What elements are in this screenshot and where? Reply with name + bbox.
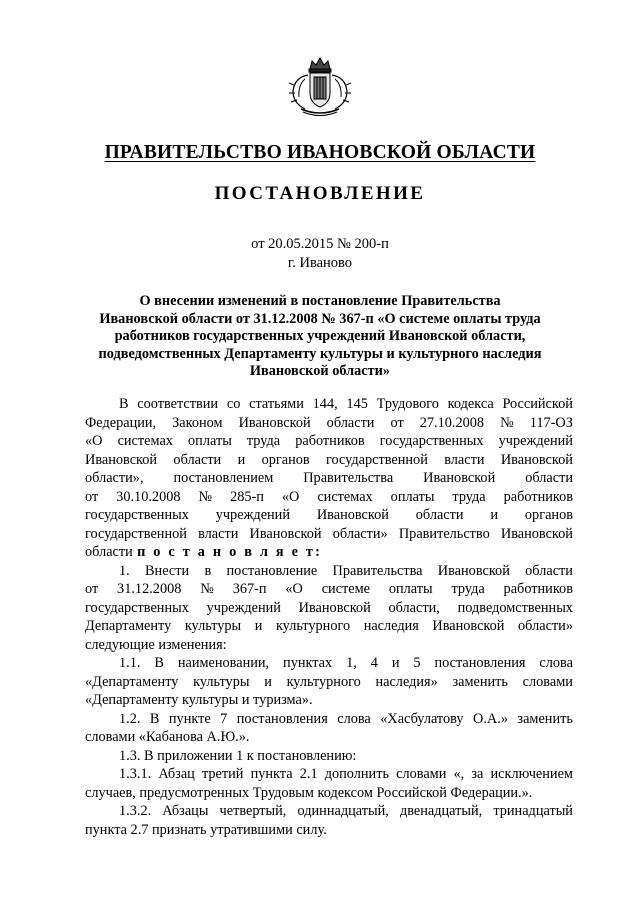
body-word: за — [471, 766, 484, 782]
body-word: 2.1 — [299, 766, 318, 782]
body-word: 4 — [370, 655, 378, 671]
body-word: № — [198, 488, 213, 505]
body-word: области», — [85, 470, 144, 486]
body-word: и — [391, 655, 400, 671]
body-word: и — [490, 507, 499, 523]
body-word: Ивановской — [423, 470, 496, 486]
body-word: культуры — [193, 673, 250, 690]
body-word: культурного — [286, 673, 361, 690]
body-line — [85, 617, 573, 636]
body-line — [85, 599, 573, 618]
body-word: труда — [452, 488, 486, 505]
body-line — [85, 543, 573, 562]
body-word: 1.3.1. — [119, 766, 152, 782]
body-line — [85, 765, 573, 784]
body-word: «Департаменту — [85, 673, 179, 690]
document-subject — [80, 293, 560, 381]
body-word: 5 — [413, 655, 421, 671]
body-word: учреждений — [215, 507, 290, 523]
body-word: области» — [518, 618, 573, 634]
body-word: системах — [317, 488, 373, 505]
body-word: «О — [285, 581, 303, 597]
body-word: заменить — [452, 673, 508, 690]
body-word: Департаменту — [85, 618, 172, 634]
body-word: государственной — [85, 525, 187, 542]
body-word: «, — [453, 766, 465, 782]
body-line: словами «Кабанова А.Ю.». — [85, 729, 250, 745]
body-line — [85, 451, 573, 470]
body-word: 117-ОЗ — [529, 414, 573, 431]
body-line: «Департаменту культуры и туризма». — [85, 692, 313, 708]
body-word: работников — [295, 433, 365, 449]
body-word: Российской — [502, 396, 573, 412]
body-word: государственных — [85, 599, 189, 616]
body-line — [85, 673, 573, 692]
body-word: Ивановской — [249, 525, 322, 542]
body-word: Ивановской — [85, 451, 158, 468]
document-city: г. Иваново — [287, 255, 353, 271]
body-word: учреждений — [206, 599, 281, 616]
body-word: Ивановской — [238, 414, 311, 431]
body-word: Правительства — [303, 470, 394, 486]
body-word: работников — [503, 488, 573, 505]
body-word: области — [525, 562, 573, 579]
organization-title: ПРАВИТЕЛЬСТВО ИВАНОВСКОЙ ОБЛАСТИ — [104, 142, 536, 163]
body-line — [85, 525, 573, 544]
body-word: 367-п — [232, 581, 267, 597]
body-word: 1, — [346, 655, 357, 671]
body-word: Ивановской — [500, 525, 573, 542]
body-line — [85, 580, 573, 599]
body-word: государственных — [379, 433, 484, 449]
body-word: власти — [444, 451, 485, 468]
body-word: Ивановской — [316, 507, 389, 523]
body-word: исключением — [490, 766, 573, 782]
body-word: от — [85, 488, 99, 505]
body-word: и — [254, 618, 263, 634]
body-word: пунктах — [283, 655, 333, 671]
body-word: пункте — [168, 710, 211, 727]
body-word: Федерации, — [85, 414, 157, 431]
document-type-heading: ПОСТАНОВЛЕНИЕ — [214, 183, 426, 204]
body-word: наименовании, — [177, 655, 270, 671]
body-line — [85, 432, 573, 451]
body-word: культурного — [275, 618, 351, 634]
body-word: 7 — [220, 710, 228, 727]
body-word: двенадцатый, — [399, 803, 483, 819]
body-word: В — [154, 655, 164, 671]
body-word: от — [390, 414, 404, 431]
body-word: Внести — [145, 562, 190, 579]
subject-line: О внесении изменений в постановление Правительства — [139, 293, 501, 309]
body-word: О.А.» — [473, 710, 508, 727]
body-word: Ивановской — [500, 451, 573, 468]
body-word: Правительство — [398, 525, 490, 542]
body-word: области, — [388, 599, 440, 616]
body-word: пункта — [250, 766, 293, 782]
body-text-fragment: области — [85, 544, 133, 560]
body-word: № — [500, 414, 514, 431]
body-word: органов — [261, 451, 310, 468]
body-word: 30.10.2008 — [116, 488, 181, 505]
document-date-number: от 20.05.2015 № 200-п — [251, 236, 389, 252]
body-line: следующие изменения: — [85, 636, 227, 653]
body-word: труда — [246, 433, 281, 449]
resolves-keyword: п о с т а н о в л я е т: — [137, 544, 323, 560]
body-line — [85, 414, 573, 433]
body-word: слова — [539, 655, 573, 671]
body-word: 144, — [312, 396, 338, 412]
body-word: оплаты — [388, 581, 433, 597]
body-word: труда — [451, 581, 485, 597]
body-word: 285-п — [230, 488, 264, 505]
body-word: Законом — [172, 414, 223, 431]
body-word: «О — [85, 433, 103, 449]
body-word: Трудового — [376, 396, 439, 412]
body-word: со — [226, 396, 241, 412]
body-word: Абзацы — [162, 803, 209, 819]
body-word: от — [85, 581, 99, 597]
body-line — [85, 469, 573, 488]
document-body — [85, 395, 573, 839]
body-line — [85, 488, 573, 507]
body-word: области — [326, 414, 375, 431]
body-word: оплаты — [390, 488, 435, 505]
body-word: «Хасбулатову — [380, 710, 464, 727]
body-word: № — [200, 581, 214, 597]
body-word: Ивановской — [432, 618, 505, 634]
body-word: В — [149, 710, 160, 727]
body-word: постановление — [226, 562, 318, 579]
body-word: государственных — [85, 507, 189, 523]
body-word: заменить — [517, 710, 573, 727]
subject-line: Ивановской области» — [249, 363, 391, 380]
body-word: работников — [503, 581, 573, 597]
body-word: «О — [281, 488, 300, 505]
body-word: в — [204, 562, 212, 579]
coat-of-arms-emblem — [285, 55, 355, 117]
body-word: слова — [337, 710, 371, 727]
body-word: третий — [201, 766, 244, 782]
body-line — [85, 395, 573, 414]
body-word: постановления — [236, 710, 328, 727]
body-word: словами — [522, 673, 573, 690]
body-word: 1. — [119, 562, 130, 579]
body-line: пункта 2.7 признать утратившими силу. — [85, 821, 327, 838]
body-word: системе — [321, 581, 371, 597]
body-word: наследия — [363, 618, 419, 634]
body-word: 1.1. — [119, 655, 141, 671]
body-word: учреждений — [498, 433, 573, 449]
body-word: государственной — [325, 451, 428, 468]
body-word: Ивановской — [437, 562, 510, 579]
body-word: Ивановской — [298, 599, 371, 616]
body-line — [85, 654, 573, 673]
body-word: 145 — [346, 396, 368, 412]
body-word: статьями — [249, 396, 304, 412]
body-word: области» — [332, 525, 388, 542]
body-word: культуры — [184, 618, 242, 634]
body-word: Правительства — [332, 562, 423, 579]
body-word: области — [173, 451, 222, 468]
body-word: и — [264, 673, 272, 690]
subject-line: Ивановской области от 31.12.2008 № 367-п «О системе оплаты труда — [99, 310, 541, 327]
body-word: власти — [198, 525, 239, 542]
subject-line: подведомственных Департаменту культуры и культурного наследия — [98, 345, 542, 362]
body-word: Абзац — [158, 766, 195, 782]
body-line — [85, 562, 573, 581]
body-word: дополнить — [324, 766, 389, 782]
body-word: постановлением — [173, 470, 274, 486]
body-line — [85, 802, 573, 821]
body-word: области — [525, 470, 573, 486]
body-word: 1.2. — [119, 710, 141, 727]
body-word: одиннадцатый, — [297, 803, 389, 819]
body-word: наследия» — [375, 673, 438, 690]
body-word: 27.10.2008 — [419, 414, 485, 431]
body-word: словами — [396, 766, 447, 782]
body-line: 1.3. В приложении 1 к постановлению: — [119, 747, 357, 764]
body-word: В — [119, 396, 129, 412]
body-line — [85, 506, 573, 525]
body-word: соответствии — [137, 396, 219, 412]
body-word: 31.12.2008 — [117, 581, 182, 597]
subject-line: работников государственных учреждений Ивановской области, — [114, 328, 526, 345]
body-line: случаев, предусмотренных Трудовым кодексом Российской Федерации.». — [85, 784, 533, 801]
body-word: и — [237, 451, 246, 468]
body-word: оплаты — [188, 433, 232, 449]
body-word: кодекса — [447, 396, 494, 412]
body-word: постановления — [434, 655, 526, 671]
body-line — [85, 710, 573, 729]
body-word: подведомственных — [457, 599, 573, 616]
body-word: 1.3.2. — [119, 803, 152, 819]
body-word: области — [415, 507, 464, 523]
body-word: органов — [524, 507, 573, 523]
body-word: системах — [117, 433, 173, 449]
body-word: четвертый, — [219, 803, 287, 819]
body-word: тринадцатый — [493, 803, 573, 819]
